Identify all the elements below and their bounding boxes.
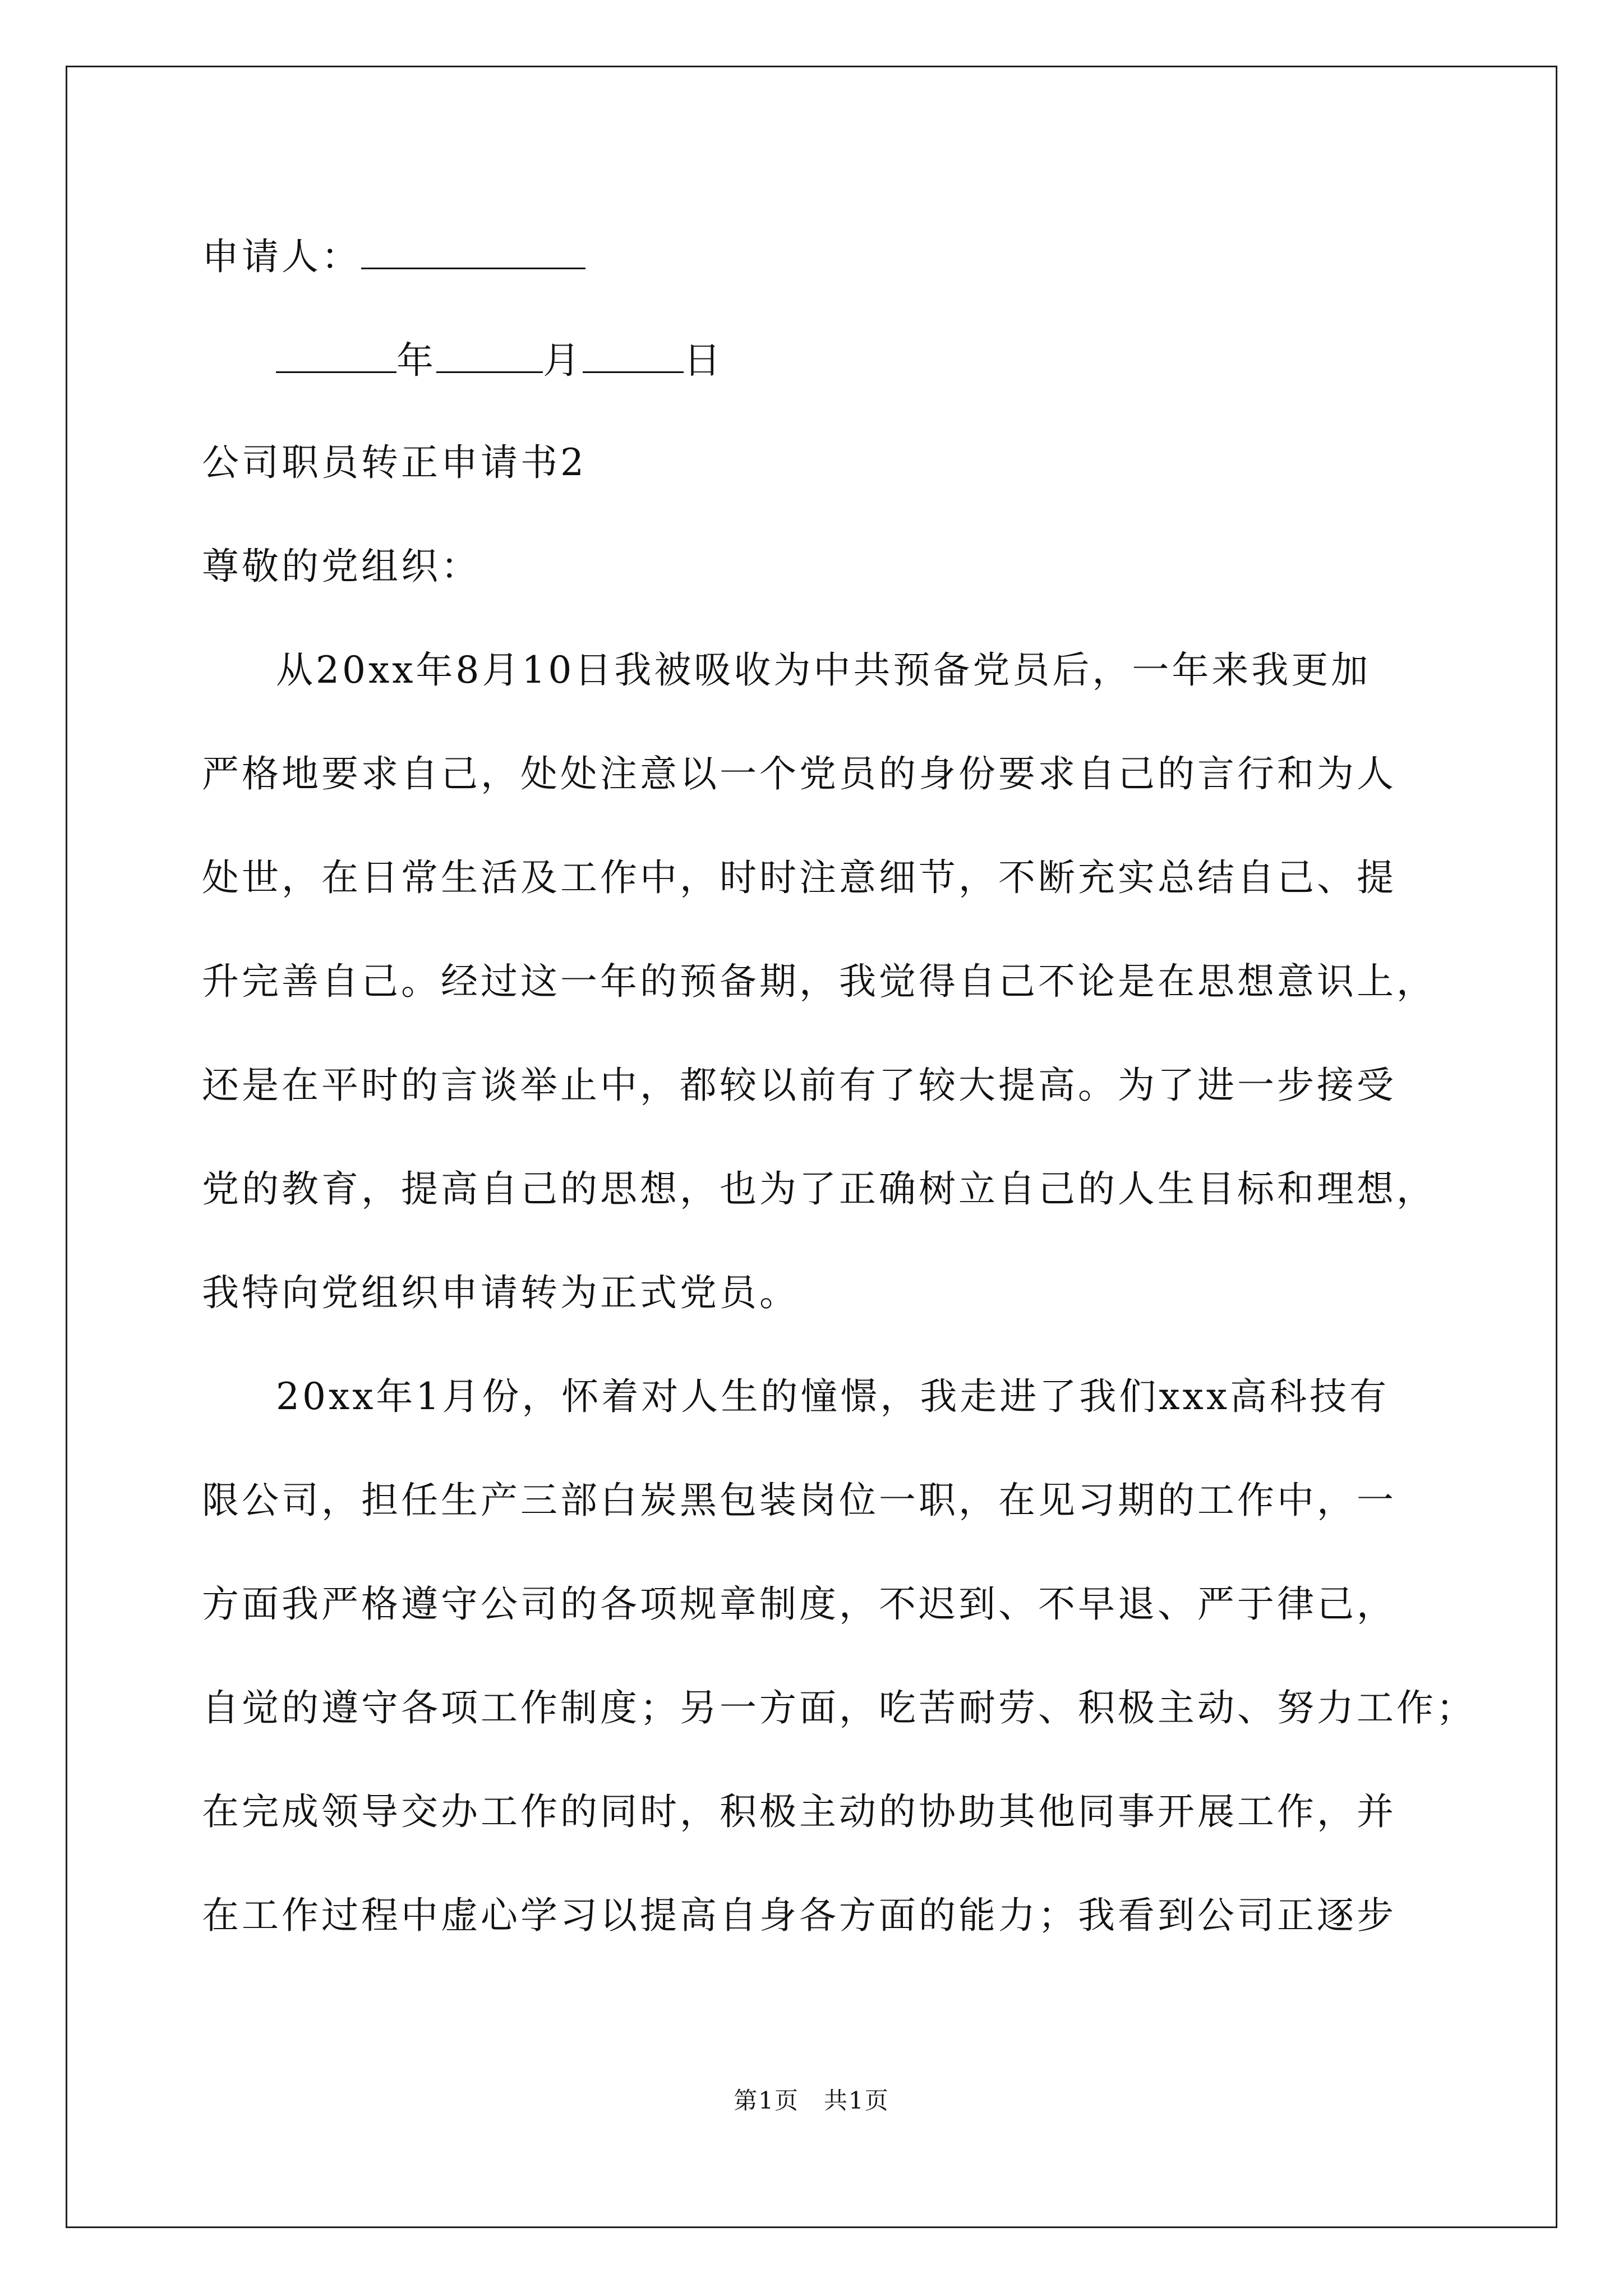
applicant-blank	[361, 233, 585, 269]
paragraph2-line: 在工作过程中虚心学习以提高自身各方面的能力；我看到公司正逐步	[202, 1894, 1396, 1937]
paragraph1-line: 严格地要求自己，处处注意以一个党员的身份要求自己的言行和为人	[202, 752, 1396, 795]
paragraph2-line: 在完成领导交办工作的同时，积极主动的协助其他同事开展工作，并	[202, 1790, 1396, 1833]
day-blank	[583, 337, 684, 373]
date-line	[276, 337, 723, 383]
applicant-line	[202, 233, 585, 279]
paragraph2-line: 自觉的遵守各项工作制度；另一方面，吃苦耐劳、积极主动、努力工作；	[202, 1686, 1476, 1729]
paragraph1-line: 升完善自己。经过这一年的预备期，我觉得自己不论是在思想意识上，	[202, 960, 1436, 1003]
paragraph2-line: 方面我严格遵守公司的各项规章制度，不迟到、不早退、严于律己，	[202, 1582, 1396, 1626]
date-day-label: 日	[684, 339, 723, 382]
page-footer: 第1页 共1页	[734, 2087, 889, 2114]
paragraph2-line: 20xx年1月份，怀着对人生的憧憬，我走进了我们xxx高科技有	[276, 1375, 1390, 1418]
paragraph1-line: 党的教育，提高自己的思想，也为了正确树立自己的人生目标和理想，	[202, 1167, 1436, 1211]
paragraph2-line: 限公司，担任生产三部白炭黑包装岗位一职，在见习期的工作中，一	[202, 1479, 1396, 1522]
paragraph1-line: 处世，在日常生活及工作中，时时注意细节，不断充实总结自己、提	[202, 856, 1396, 899]
month-blank	[436, 337, 543, 373]
applicant-label: 申请人：	[202, 235, 361, 278]
document-title: 公司职员转正申请书2	[202, 441, 587, 484]
paragraph1-line: 还是在平时的言谈举止中，都较以前有了较大提高。为了进一步接受	[202, 1064, 1396, 1107]
date-month-label: 月	[543, 339, 583, 382]
date-year-label: 年	[396, 339, 436, 382]
paragraph1-line: 我特向党组织申请转为正式党员。	[202, 1271, 799, 1314]
year-blank	[276, 337, 396, 373]
salutation: 尊敬的党组织：	[202, 545, 481, 588]
paragraph1-line: 从20xx年8月10日我被吸收为中共预备党员后，一年来我更加	[276, 648, 1371, 692]
